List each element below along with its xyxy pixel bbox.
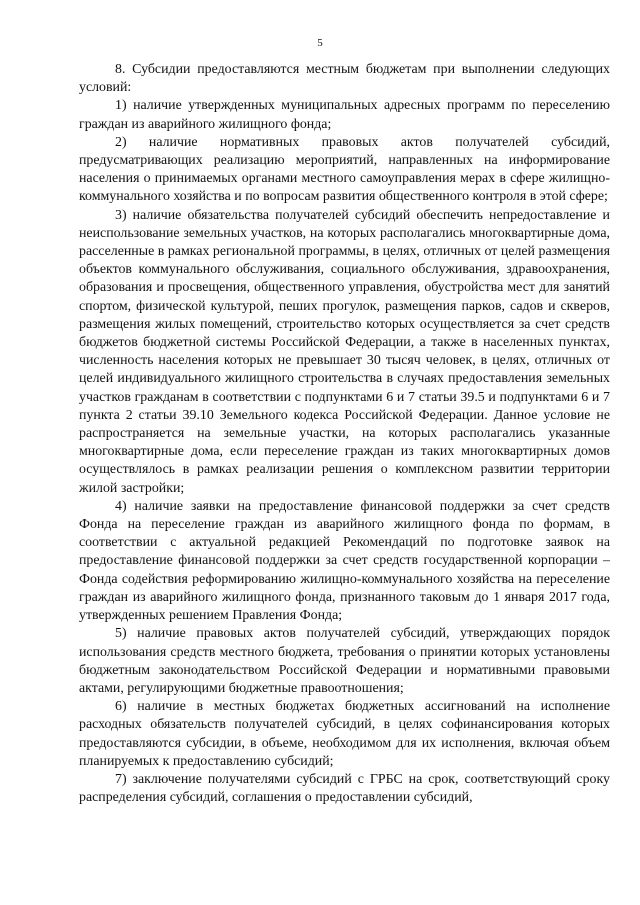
paragraph-condition-5: 5) наличие правовых актов получателей субсидий, утверждающих порядок использования средств местного бюджета, требования о принятии которых установлены бюджетным законодательством Российской Федерации и нормативными правовыми актами, регулирующими бюджетные правоотношения;	[79, 626, 610, 696]
document-body	[79, 61, 610, 807]
paragraph-condition-2: 2) наличие нормативных правовых актов получателей субсидий, предусматривающих реализацию мероприятий, направленных на информирование населения о принимаемых органами местного самоуправления мерах в сфере жилищно-коммунального хозяйства и по вопросам развития общественного контроля в этой сфере;	[79, 134, 610, 205]
paragraph-condition-1: 1) наличие утвержденных муниципальных адресных программ по переселению граждан из аварийного жилищного фонда;	[79, 98, 610, 132]
paragraph-condition-4: 4) наличие заявки на предоставление финансовой поддержки за счет средств Фонда на переселение граждан из аварийного жилищного фонда по формам, в соответствии с актуальной редакцией Рекомендаций по подготовке заявок на предоставление финансовой поддержки за счет средств государственной корпорации – Фонда содействия реформированию жилищно-коммунального хозяйства на переселение граждан из аварийного жилищного фонда, признанного таковым до 1 января 2017 года, утвержденных решением Правления Фонда;	[79, 498, 610, 624]
paragraph-condition-6: 6) наличие в местных бюджетах бюджетных ассигнований на исполнение расходных обязательств получателей субсидий, в целях софинансирования которых предоставляются субсидии, в объеме, необходимом для их исполнения, включая объем планируемых к предоставлению субсидий;	[79, 699, 610, 769]
paragraph-conditions-intro: 8. Субсидии предоставляются местным бюджетам при выполнении следующих условий:	[79, 62, 610, 96]
page-number: 5	[317, 37, 323, 49]
paragraph-condition-7: 7) заключение получателями субсидий с ГРБС на срок, соответствующий сроку распределения субсидий, соглашения о предоставлении субсидий,	[79, 771, 610, 806]
paragraph-condition-3: 3) наличие обязательства получателей субсидий обеспечить непредоставление и неиспользование земельных участков, на которых располагались многоквартирные дома, расселенные в рамках региональной программы, в целях, отличных от целей размещения объектов коммунального обслуживания, социального обслуживания, здравоохранения, образования и просвещения, общественного управления, обустройства мест для занятий спортом, физической культурой, пеших прогулок, размещения парков, садов и скверов, размещения жилых помещений, строительство которых осуществляется за счет средств бюджетов бюджетной системы Российской Федерации, а также в населенных пунктах, численность населения которых не превышает 30 тысяч человек, в целях, отличных от целей индивидуального жилищного строительства в случаях предоставления земельных участков гражданам в соответствии с подпунктами 6 и 7 статьи 39.5 и подпунктами 6 и 7 пункта 2 статьи 39.10 Земельного кодекса Российской Федерации. Данное условие не распространяется на земельные участки, на которых располагались указанные многоквартирные дома, если переселение граждан из таких многоквартирных домов осуществлялось в рамках реализации решения о комплексном развитии территории жилой застройки;	[79, 207, 610, 496]
